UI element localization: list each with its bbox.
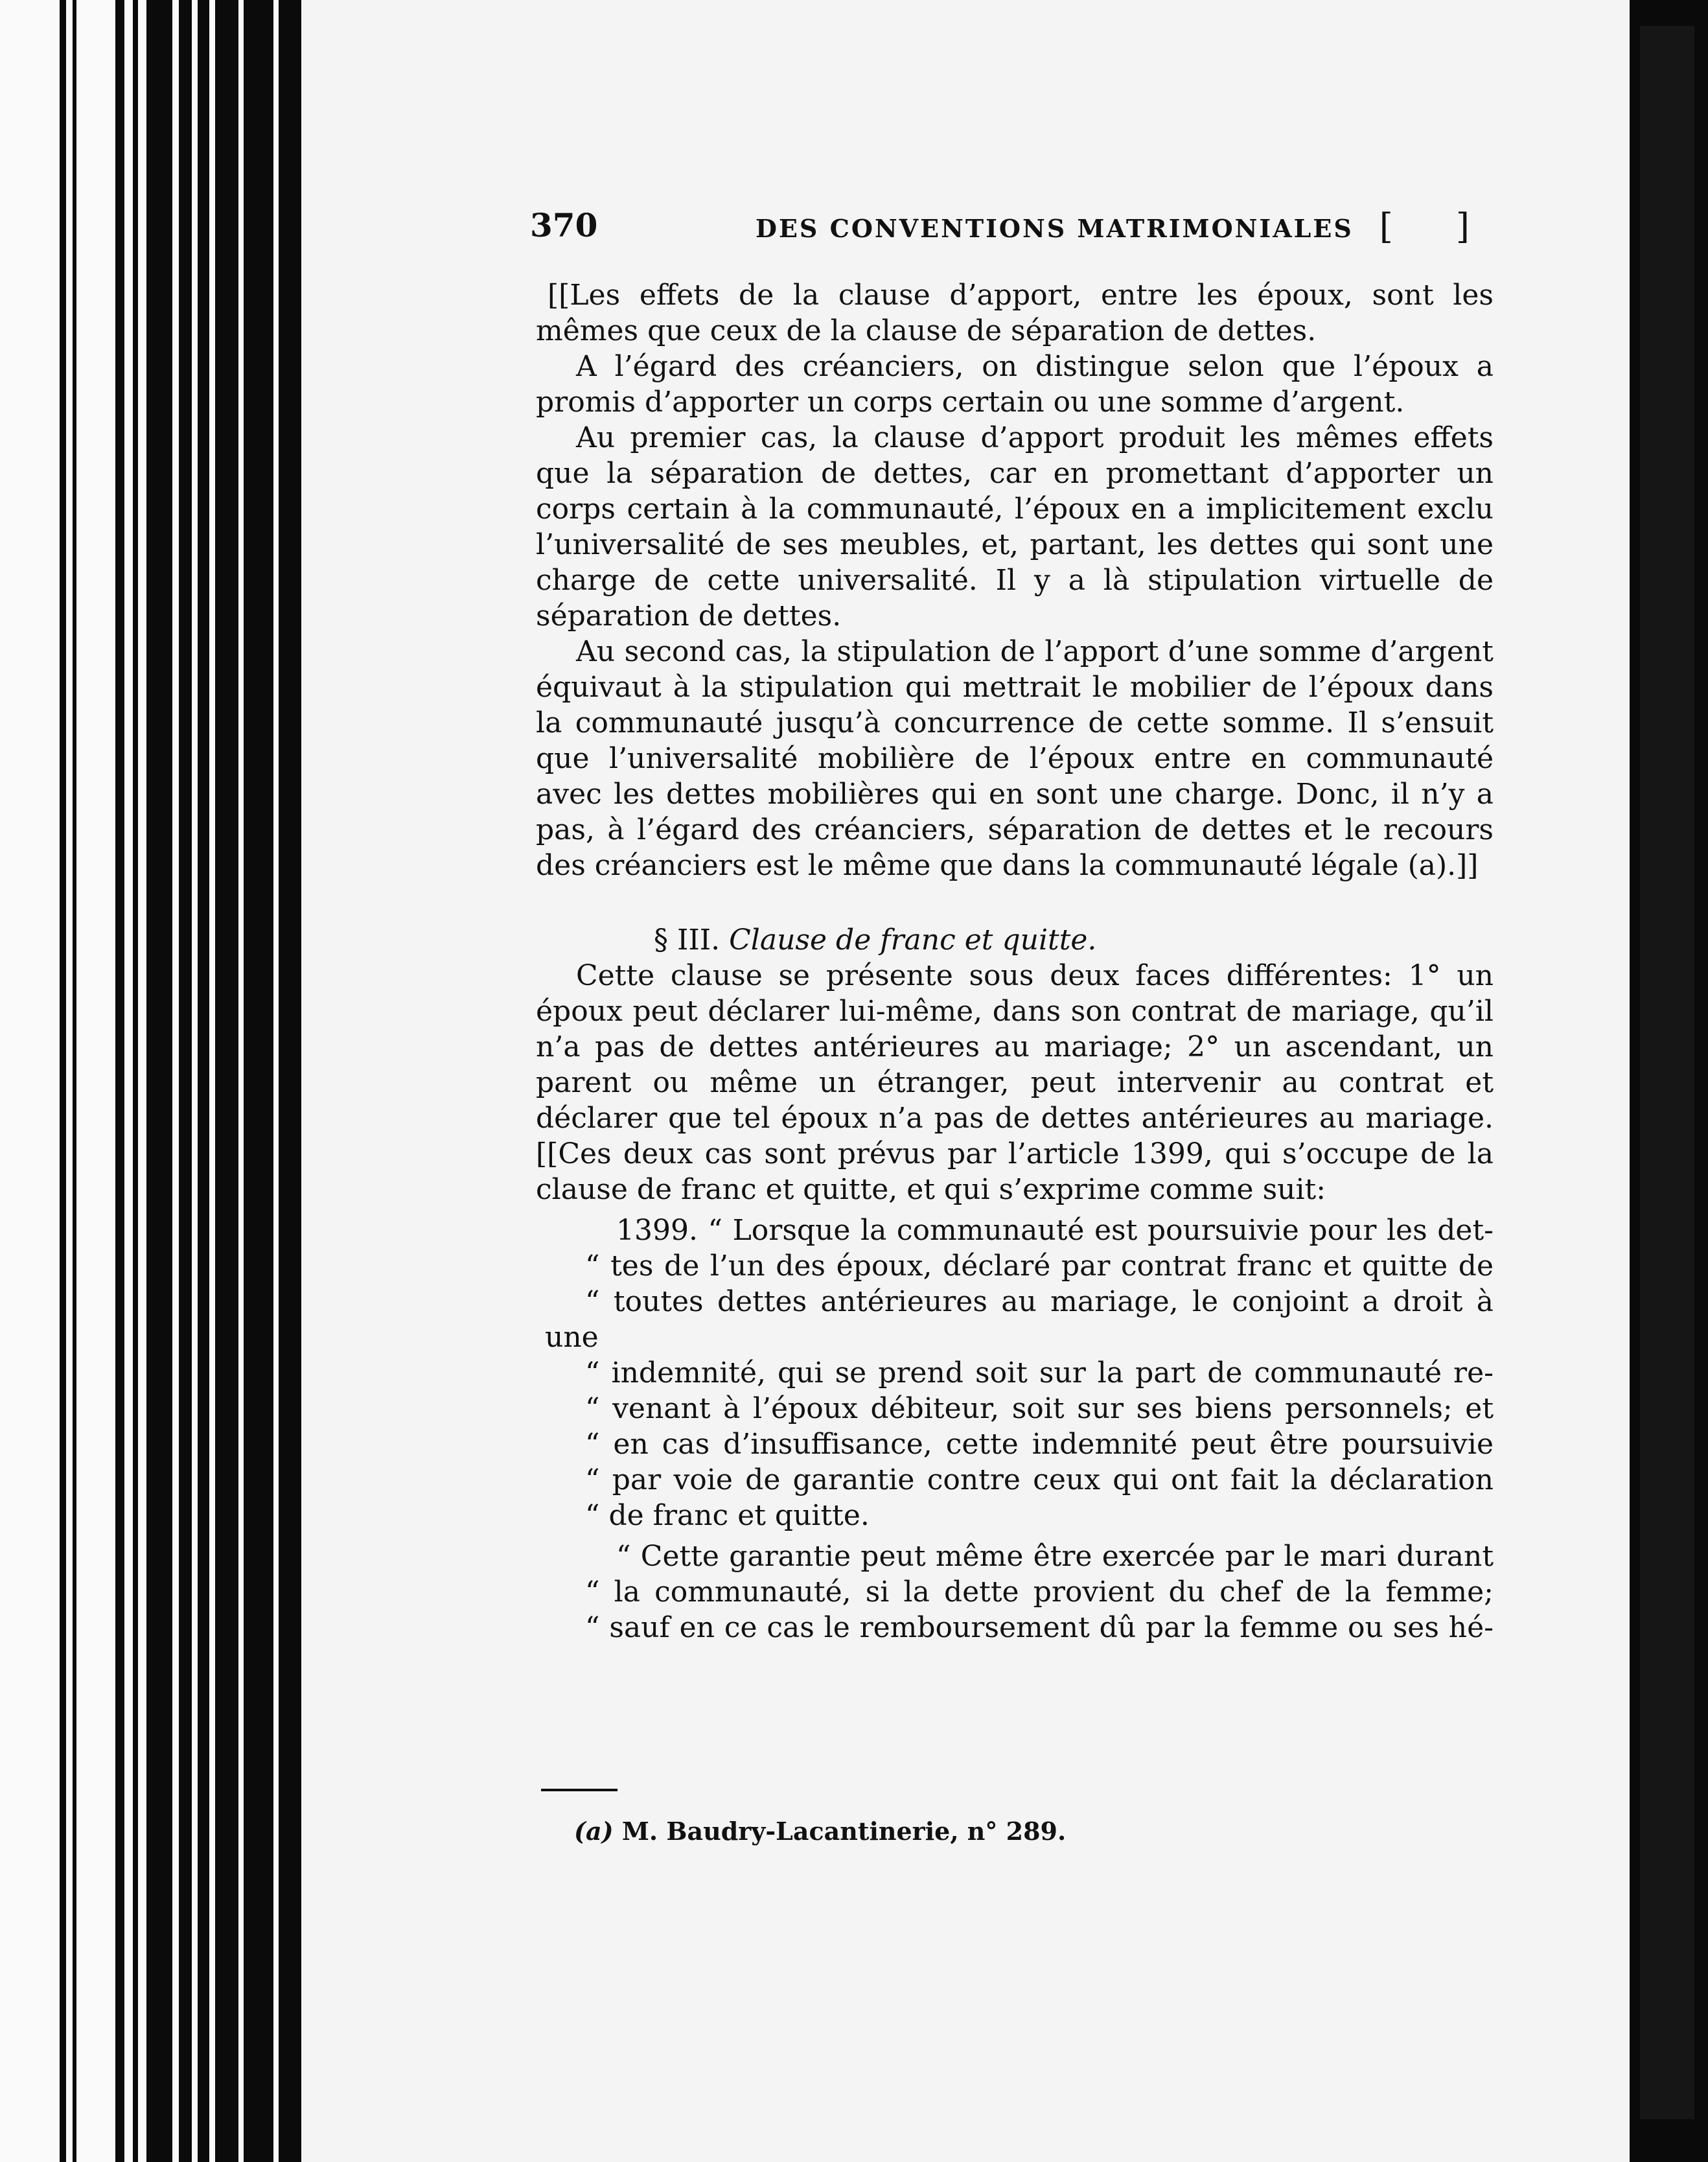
quote-line: “ indemnité, qui se prend soit sur la part de communauté re- — [585, 1356, 1494, 1389]
quote-line: “ sauf en ce cas le remboursement dû par la femme ou ses hé- — [585, 1611, 1494, 1644]
page-number: 370 — [530, 206, 598, 244]
running-head — [530, 206, 1495, 251]
footnote-text: M. Baudry-Lacantinerie, n° 289. — [621, 1817, 1067, 1846]
quote-line: “ venant à l’époux débiteur, soit sur ses biens personnels; et — [585, 1392, 1494, 1425]
quote-line: “ toutes dettes antérieures au mariage, le conjoint a droit à une — [545, 1285, 1494, 1354]
quote-line: “ tes de l’un des époux, déclaré par contrat franc et quitte de — [585, 1250, 1494, 1283]
body-text — [536, 277, 1494, 1645]
quote-line: “ la communauté, si la dette provient du chef de la femme; — [585, 1575, 1494, 1609]
quote-line: “ de franc et quitte. — [585, 1499, 870, 1532]
paragraph: [[Les effets de la clause d’apport, entre les époux, sont les mêmes que ceux de la clause de séparation de dettes. — [536, 279, 1494, 347]
footnote-mark: (a) — [574, 1817, 614, 1846]
quote-line: 1399. “ Lorsque la communauté est poursuivie pour les det- — [616, 1214, 1494, 1247]
article-quote — [536, 1213, 1494, 1645]
book-binding — [0, 0, 301, 2162]
paragraph: Au second cas, la stipulation de l’apport d’une somme d’argent équivaut à la stipulation qui mettrait le mobilier de l’époux dans la communauté jusqu’à concurrence de cette somme. Il s’ensuit que l’universalité mobilière de l’époux entre en communauté avec les dettes mobilières qui en sont une charge. Donc, il n’y a pas, à l’égard des créanciers, séparation de dettes et le recours des créanciers est le même que dans la communauté légale (a).]] — [536, 635, 1494, 882]
next-page-edge — [1630, 0, 1708, 2162]
section-label: Clause de franc et quitte. — [729, 924, 1097, 957]
paragraph: Au premier cas, la clause d’apport produit les mêmes effets que la séparation de dettes, car en promettant d’apporter un corps certain à la communauté, l’époux en a implicitement exclu l’universalité de ses meubles, et, partant, les dettes qui sont une charge de cette universalité. Il y a là stipulation virtuelle de séparation de dettes. — [536, 421, 1494, 633]
section-number: § III. — [654, 924, 721, 957]
section-heading — [536, 922, 1494, 958]
running-title: DES CONVENTIONS MATRIMONIALES — [756, 214, 1354, 243]
paragraph: A l’égard des créanciers, on distingue selon que l’époux a promis d’apporter un corps certain ou une somme d’argent. — [536, 350, 1494, 419]
quote-line: “ en cas d’insuffisance, cette indemnité peut être poursuivie — [585, 1428, 1494, 1461]
quote-line: “ par voie de garantie contre ceux qui ont fait la déclaration — [585, 1463, 1494, 1496]
section-paragraph: Cette clause se présente sous deux faces différentes: 1° un époux peut déclarer lui-même, dans son contrat de mariage, qu’il n’a pas de dettes antérieures au mariage; 2° un ascendant, un parent ou même un étranger, peut intervenir au contrat et déclarer que tel époux n’a pas de dettes antérieures au mariage. [[Ces deux cas sont prévus par l’article 1399, qui s’occupe de la clause de franc et quitte, et qui s’exprime comme suit: — [536, 959, 1494, 1206]
running-head-bracket: [ ] — [1379, 206, 1495, 247]
quote-line: “ Cette garantie peut même être exercée par le mari durant — [616, 1540, 1494, 1573]
footnote — [574, 1817, 1066, 1846]
footnote-rule — [541, 1789, 617, 1791]
